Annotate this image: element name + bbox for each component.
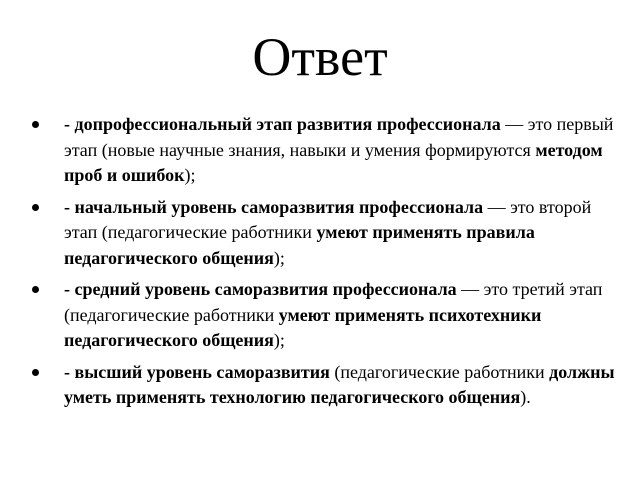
bullet-text: ); [273,330,285,350]
slide-title: Ответ [252,27,388,87]
bullet-text: ). [520,387,531,407]
bullet-dot-icon [32,121,39,128]
bullet-item [32,195,624,272]
bullet-text: — это первый этап (новые научные знания, навыки и умения формируются [64,114,614,160]
bullet-text-bold: - допрофессиональный этап развития профессионала [64,114,501,134]
bullet-text-bold: умеют применять психотехники педагогического общения [64,304,542,350]
bullet-text-bold: - начальный уровень саморазвития профессионала [64,196,484,217]
bullet-text: (педагогические работники [329,361,550,382]
bullet-text-bold: умеют применять правила педагогического общения [64,222,535,268]
bullet-dot-icon [32,286,39,293]
bullet-text: — это третий этап (педагогические работники [64,279,603,325]
bullet-text-bold: - высший уровень саморазвития [64,361,330,382]
bullet-text: — это второй этап (педагогические работники [64,196,592,242]
bullet-dot-icon [32,204,39,211]
bullet-text-bold: должны уметь применять технологию педагогического общения [64,361,615,407]
bullet-item [32,360,624,411]
bullet-item [32,112,624,189]
bullet-text: ); [273,247,285,268]
bullet-text-bold: методом проб и ошибок [64,139,603,185]
bullet-text-bold: - средний уровень саморазвития профессионала [64,279,457,299]
bullet-text: ); [184,165,196,185]
bullet-item [32,277,624,354]
bullet-list [32,112,624,417]
bullet-dot-icon [32,369,39,376]
